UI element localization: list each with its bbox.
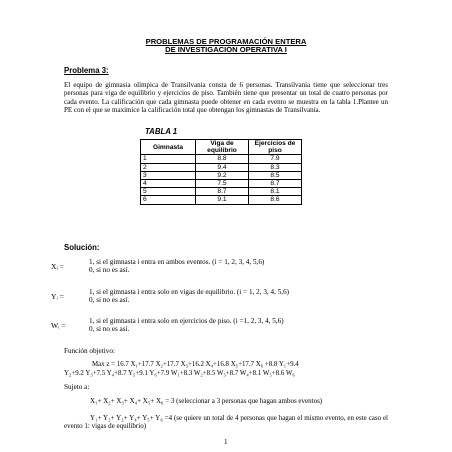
document-title-line2: DE INVESTIGACIÓN OPERATIVA I <box>165 45 287 54</box>
table-cell: 6 <box>141 196 196 204</box>
table-cell: 8.5 <box>249 171 302 179</box>
table-cell: 8.1 <box>249 188 302 196</box>
table-header-row <box>141 140 302 155</box>
table-row <box>141 196 302 204</box>
subject-to-label: Sujeto a: <box>64 383 90 391</box>
table-cell: 3 <box>141 171 196 179</box>
constraint-1: X₁+ X₂+ X₃+ X₄+ X₅+ X₆ = 3 (seleccionar a 3 personas que hagan ambos eventos) <box>90 397 323 405</box>
table-cell: 4 <box>141 180 196 188</box>
table-header-piso: Ejercicios de piso <box>249 140 302 155</box>
table-cell: 8.7 <box>196 188 249 196</box>
document-title-line1: PROBLEMAS DE PROGRAMACIÓN ENTERA <box>145 37 307 46</box>
table-cell: 2 <box>141 163 196 171</box>
variable-y-line2: 0, si no es así. <box>89 296 130 304</box>
table-cell: 8.3 <box>249 163 302 171</box>
table-cell: 7.5 <box>196 180 249 188</box>
variable-y-symbol: Yᵢ = <box>51 292 64 301</box>
table-cell: 9.2 <box>196 171 249 179</box>
objective-line2: Y₂+9.2 Y₃+7.5 Y₄+8.7 Y₅+9.1 Y₆+7.9 W₁+8.3 W₂+8.5 W₃+8.7 W₄+8.1 W₅+8.6 W₆ <box>64 370 295 377</box>
table-cell: 8.8 <box>196 155 249 163</box>
variable-x-line1: 1, si el gimnasta i entra en ambos eventos. (i = 1, 2, 3, 4, 5,6) <box>89 258 265 266</box>
problem-heading: Problema 3: <box>64 66 109 75</box>
constraint-2: Y₁+ Y₂+ Y₃+ Y₄+ Y₅+ Y₆ =4 (se quiere un total de 4 personas que hagan el mismo evento, en este caso el evento 1: vigas de equilibrio) <box>64 414 388 431</box>
variable-x-symbol: Xᵢ = <box>51 262 64 271</box>
table-header-gimnasta: Gimnasta <box>141 140 196 155</box>
page-number: 1 <box>224 438 228 446</box>
table-cell: 7.9 <box>249 155 302 163</box>
table-cell: 8.7 <box>249 180 302 188</box>
table-cell: 8.6 <box>249 196 302 204</box>
table-cell: 5 <box>141 188 196 196</box>
variable-w-symbol: Wᵢ = <box>51 321 66 330</box>
variable-w-line2: 0, si no es así. <box>89 325 130 333</box>
variable-w-line1: 1, si el gimnasta i entra solo en ejercicios de piso. (i =1, 2, 3, 4, 5,6) <box>89 317 284 325</box>
table-caption: TABLA 1 <box>145 127 178 136</box>
table-cell: 1 <box>141 155 196 163</box>
table-row <box>141 163 302 171</box>
variable-y-line1: 1, si el gimnasta i entra solo en vigas de equilibrio. (i = 1, 2, 3, 4, 5,6) <box>89 288 290 296</box>
solution-heading: Solución: <box>64 243 100 252</box>
scores-table <box>140 139 302 205</box>
table-row <box>141 171 302 179</box>
table-row <box>141 180 302 188</box>
table-row <box>141 188 302 196</box>
objective-line1: Max z = 16.7 X₁+17.7 X₂+17.7 X₃+16.2 X₄+16.8 X₅+17.7 X₆ +8.8 Y₁+9.4 <box>92 361 299 368</box>
variable-x-line2: 0, si no es así. <box>89 266 130 274</box>
table-header-viga: Viga de equilibrio <box>196 140 249 155</box>
table-cell: 9.1 <box>196 196 249 204</box>
table-row <box>141 155 302 163</box>
problem-statement: El equipo de gimnasia olímpica de Transilvania consta de 6 personas. Transilvania tiene que seleccionar tres personas para viga de equilibrio y ejercicios de piso. También tiene que presentar un total de cuatro personas por cada evento. La calificación que cada gimnasta puede obtener en cada evento se muestra en la tabla 1.Plantee un PE con el que se maximice la calificación total que obtengan los gimnastas de Transilvania. <box>64 81 388 114</box>
table-cell: 9.4 <box>196 163 249 171</box>
objective-label: Función objetivo: <box>64 347 115 355</box>
